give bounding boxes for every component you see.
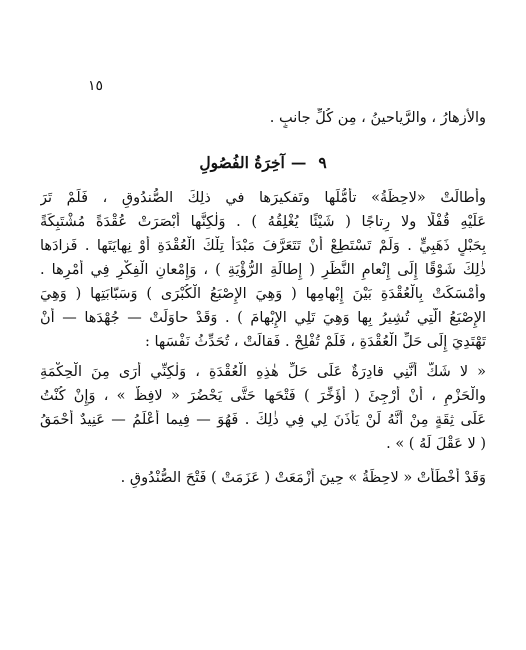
quote-line: « لا شَكَّ أَنَّنِي قادِرَةٌ عَلَى حَلِّ هٰذِهِ الْعُقْدَةِ ، وَلٰكِنِّي أَرَى مِنَ الْحِكْمَةِ bbox=[40, 364, 486, 380]
quote-line: ( لا عَقْلَ لَهُ ) » . bbox=[386, 436, 486, 452]
section-dash: — bbox=[290, 153, 307, 172]
paragraph-line: تَهْتَدِيَ إِلَى حَلِّ الْعُقْدَةِ ، فَلَمْ تُفْلِحْ . فَقالَتْ ، تُحَدِّثُ نَفْسَها : bbox=[145, 334, 486, 350]
section-heading bbox=[0, 152, 526, 174]
paragraph-line: بِحَبْلٍ ذَهَبِيٍّ . وَلَمْ تَسْتَطِعْ أَنْ تَتَعَرَّفَ مَبْدَأَ تِلْكَ الْعُقْدَةِ أَوْ نِهايَتَها . فَزادَها bbox=[40, 238, 486, 254]
section-title: آخِرَةُ الفُصُولِ bbox=[199, 153, 285, 172]
section-number: ٩ bbox=[318, 153, 327, 172]
top-paragraph-line: والأزهارُ ، والرَّياحينُ ، مِن كُلِّ جانبٍ . bbox=[269, 110, 486, 126]
quote-line: والْحَزْمِ ، أَنْ أُرْجِئَ ( أُؤَخِّرَ ) فَتْحَها حَتَّى يَحْضُرَ « لافِظٌ » ، وَإِنْ كُنْتُ bbox=[40, 388, 486, 404]
page-number: ١٥ bbox=[88, 78, 104, 94]
paragraph-line: وأَمْسَكَتْ بِالْعُقْدَةِ بَيْنَ إِبْهامِها ( وَهِيَ الإِصْبَعُ الْكُبْرَى ) وَسَبّابَتِها ( وَهِيَ bbox=[40, 286, 486, 302]
final-paragraph-line: وَقَدْ أَخْطَأَتْ « لاحِظَةُ » حِينَ أَزْمَعَتْ ( عَزَمَتْ ) فَتْحَ الصُّنْدُوقِ . bbox=[120, 470, 486, 486]
paragraph-line: ذٰلِكَ شَوْقًا إِلَى إِنْعامِ النَّظَرِ ( إِطالَةِ الرُّؤْيَةِ ) ، وَإِمْعانِ الْفِكْرِ فِي أَمْرِها . bbox=[40, 262, 486, 278]
paragraph-line: عَلَيْهِ قُفْلًا ولا رِتاجًا ( شَيْئًا يُغْلِقُهُ ) . وَلٰكِنَّها أَبْصَرَتْ عُقْدَةً مُشْتَبِكَةً bbox=[40, 214, 486, 230]
paragraph-line: وأطالَتْ «لاحِظَةُ» تأمُّلَها وتَفكيرَها في ذلِكَ الصُّندُوقِ ، فَلَمْ تَرَ bbox=[40, 190, 486, 206]
quote-line: عَلَى ثِقَةٍ مِنْ أَنَّهُ لَنْ يَأْذَنَ لِي فِي ذٰلِكَ . فَهُوَ — فِيما أَعْلَمُ — عَنِيدٌ أَحْمَقُ bbox=[40, 412, 486, 428]
paragraph-line: الإِصْبَعُ الَّتِي تُشِيرُ بِها وَهِيَ تَلِي الإِبْهامَ ) . وَقَدْ حاوَلَتْ — جُهْدَها — أَنْ bbox=[40, 310, 486, 326]
